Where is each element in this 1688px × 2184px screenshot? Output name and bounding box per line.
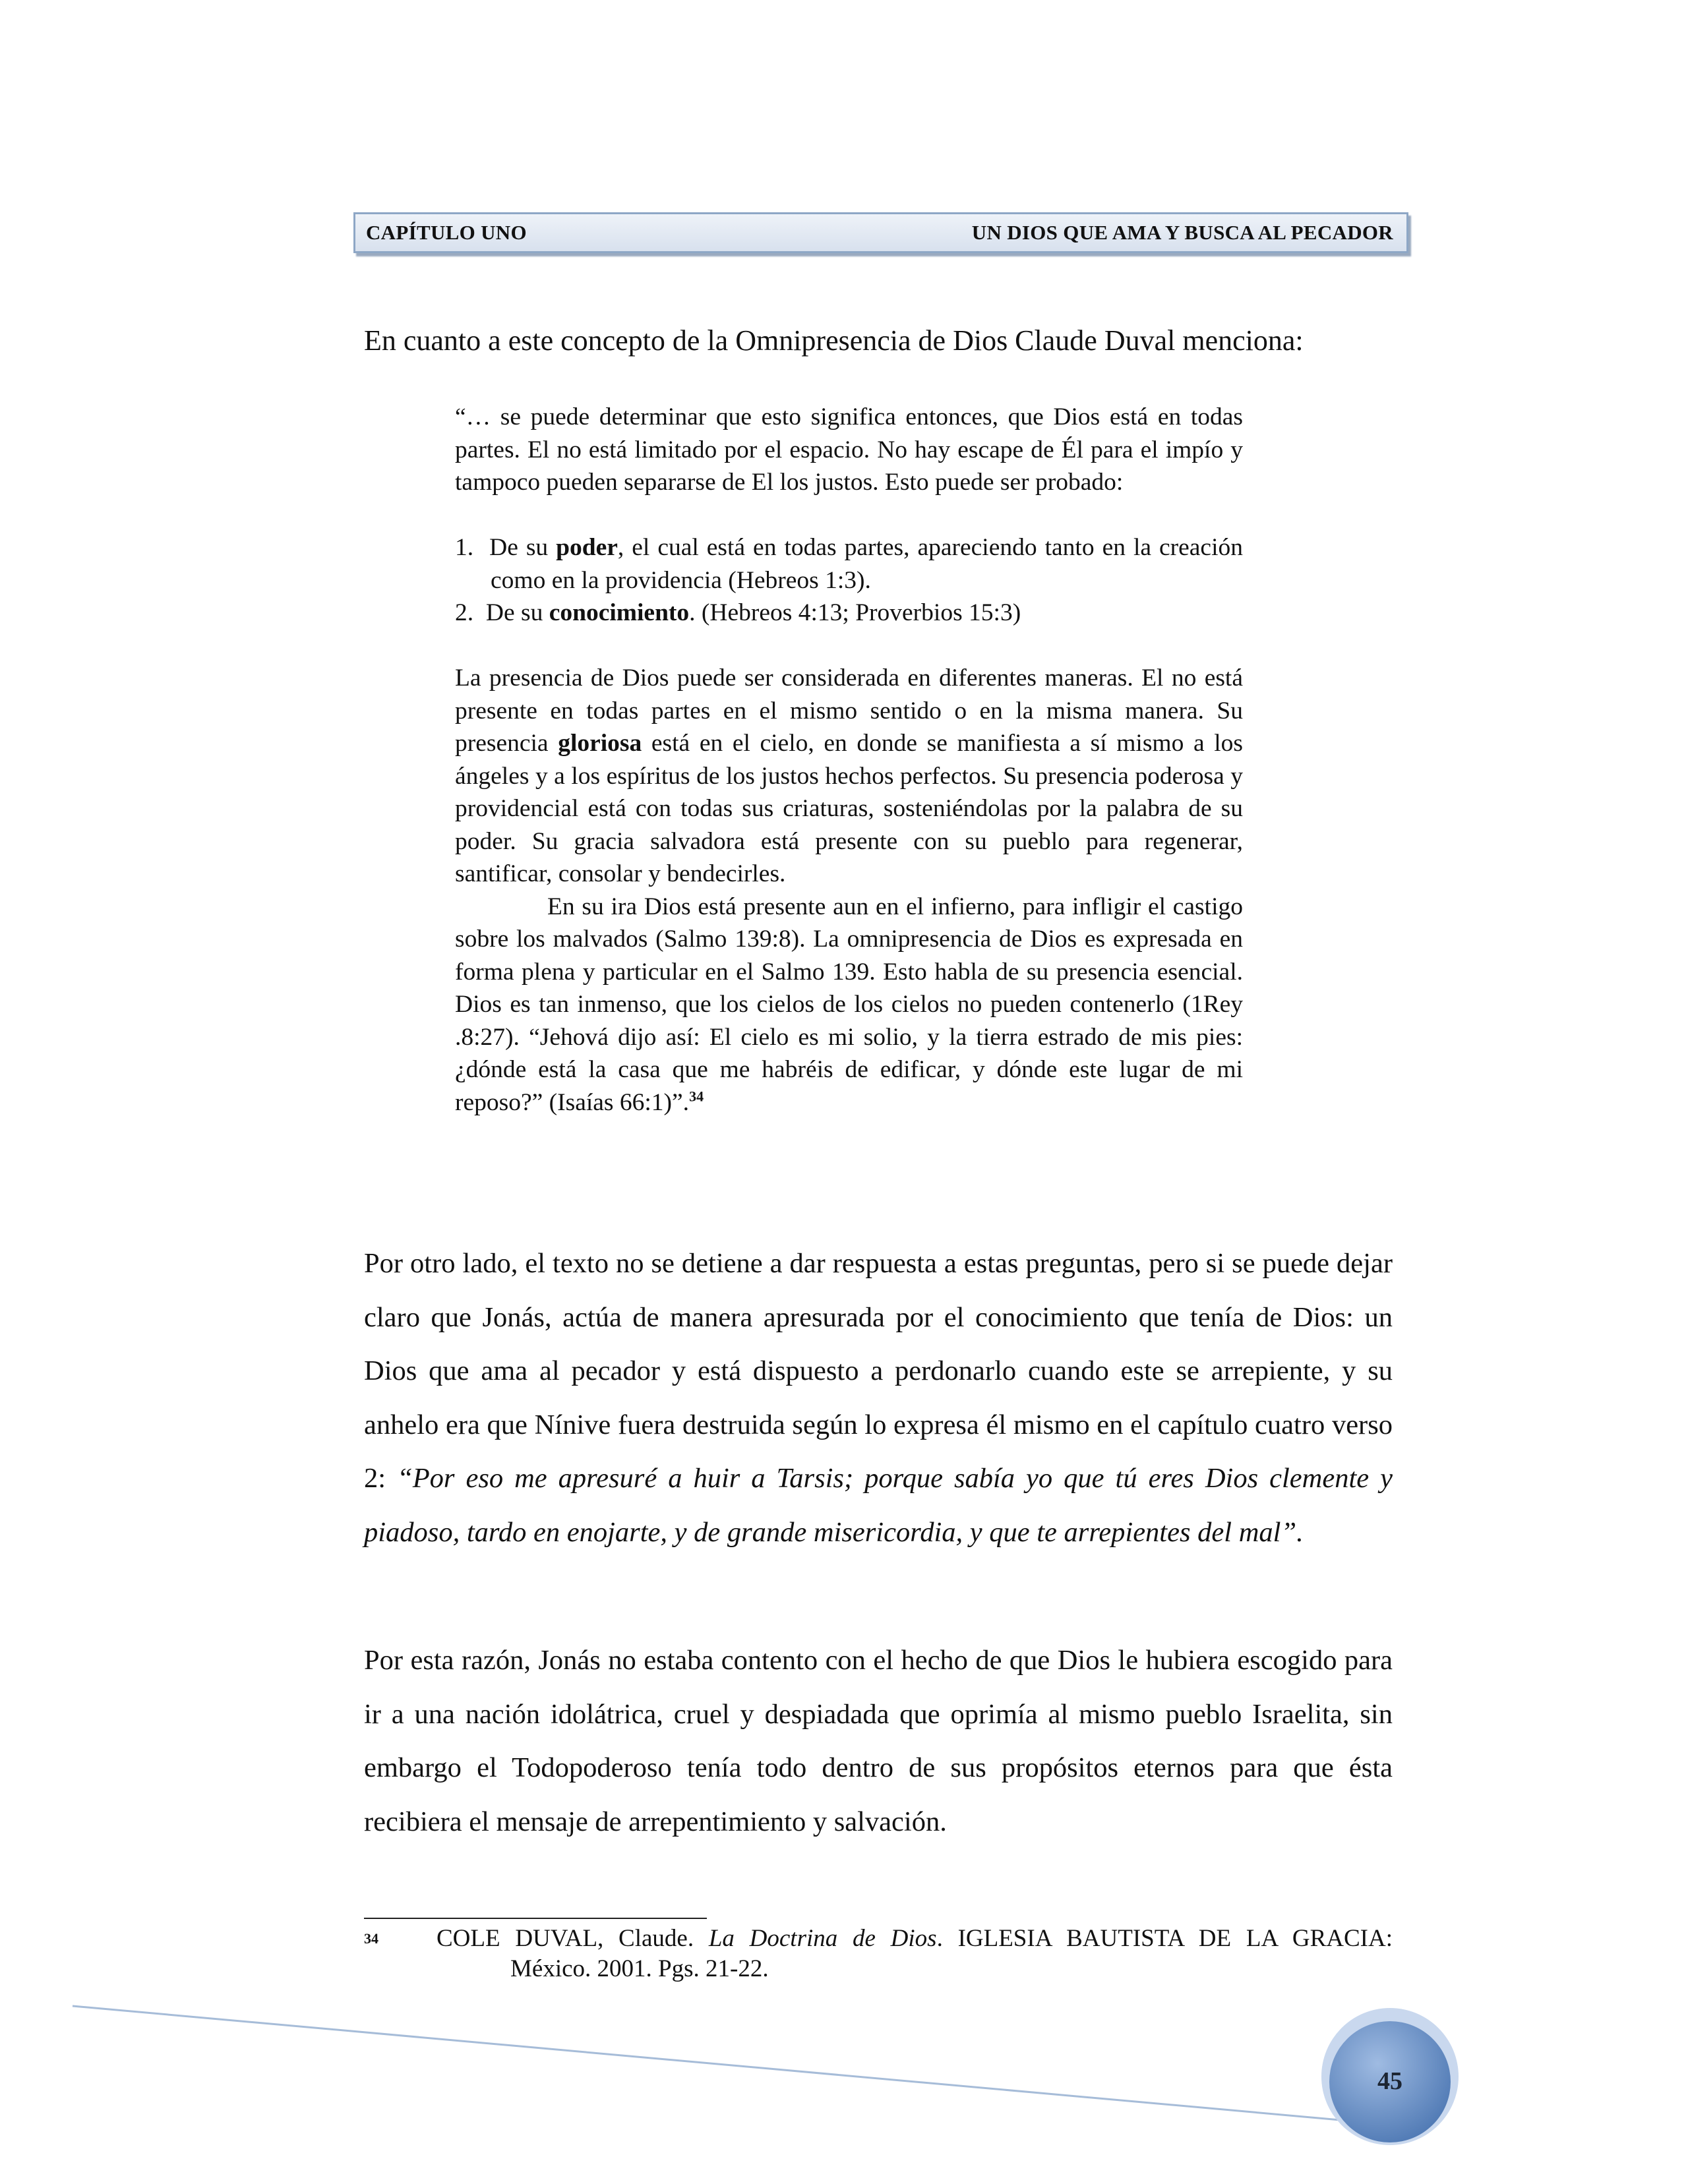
quote-list-item-1: 1. De su poder, el cual está en todas partes, apareciendo tanto en la creación como en la providencia (Hebreos 1:3).: [455, 534, 1243, 594]
quote-paragraph-1: “… se puede determinar que esto significa entonces, que Dios está en todas partes. El no está limitado por el espacio. No hay escape de Él para el impío y tampoco pueden separarse de El los justos. Esto puede ser probado:: [455, 403, 1243, 496]
footnote-number: 34: [364, 1930, 378, 1947]
footnote-citation-line-2: México. 2001. Pgs. 21-22.: [510, 1955, 769, 1982]
bold-term: conocimiento: [549, 599, 690, 626]
quote-list-item-2: 2. De su conocimiento. (Hebreos 4:13; Proverbios 15:3): [455, 599, 1021, 626]
scripture-quote: “Por eso me apresuré a huir a Tarsis; porque sabía yo que tú eres Dios clemente y piadoso, tardo en enojarte, y de grande misericordia, y que te arrepientes del mal”.: [364, 1463, 1393, 1548]
body-paragraph-1: Por otro lado, el texto no se detiene a dar respuesta a estas preguntas, pero si se puede dejar claro que Jonás, actúa de manera apresurada por el conocimiento que tenía de Dios: un Dios que ama al pecador y está dispuesto a perdonarlo cuando este se arrepiente, y su anhelo era que Nínive fuera destruida según lo expresa él mismo en el capítulo cuatro verso 2: “Por eso me apresuré a huir a Tarsis; porque sabía yo que tú eres Dios clemente y piadoso, tardo en enojarte, y de grande misericordia, y que te arrepientes del mal”.: [364, 1248, 1393, 1548]
book-title: La Doctrina de Dios: [708, 1925, 937, 1952]
footer-line: [73, 2006, 1385, 2124]
chapter-label: CAPÍTULO UNO: [366, 221, 527, 244]
quote-paragraph-3: En su ira Dios está presente aun en el infierno, para infligir el castigo sobre los malvados (Salmo 139:8). La omnipresencia de Dios es expresada en forma plena y particular en el Salmo 139. Esto habla de su presencia esencial. Dios es tan inmenso, que los cielos de los cielos no pueden contenerlo (1Rey .8:27). “Jehová dijo así: El cielo es mi solio, y la tierra estrado de mis pies: ¿dónde está la casa que me habréis de edificar, y dónde este lugar de mi reposo?” (Isaías 66:1)”.$^{34}$: [455, 893, 1243, 1116]
page-number: 45: [1377, 2067, 1402, 2095]
list-number: 2.: [455, 599, 474, 626]
bold-term: poder: [556, 534, 618, 561]
quote-paragraph-2: La presencia de Dios puede ser considerada en diferentes maneras. El no está presente en todas partes en el mismo sentido o en la misma manera. Su presencia gloriosa está en el cielo, en donde se manifiesta a sí mismo a los ángeles y a los espíritus de los justos hechos perfectos. Su presencia poderosa y providencial está con todas sus criaturas, sosteniéndolas por la palabra de su poder. Su gracia salvadora está presente con su pueblo para regenerar, santificar, consolar y bendecirles.: [455, 664, 1243, 887]
bold-term: gloriosa: [558, 730, 642, 757]
intro-paragraph: En cuanto a este concepto de la Omnipresencia de Dios Claude Duval menciona:: [364, 324, 1304, 357]
chapter-title: UN DIOS QUE AMA Y BUSCA AL PECADOR: [971, 221, 1393, 244]
footnote-citation: COLE DUVAL, Claude. La Doctrina de Dios. IGLESIA BAUTISTA DE LA GRACIA:: [437, 1925, 1393, 1952]
footnote-reference[interactable]: 34: [689, 1088, 704, 1104]
list-number: 1.: [455, 534, 474, 561]
body-paragraph-2: Por esta razón, Jonás no estaba contento con el hecho de que Dios le hubiera escogido para ir a una nación idolátrica, cruel y despiadada que oprimía al mismo pueblo Israelita, sin embargo el Todopoderoso tenía todo dentro de sus propósitos eternos para que ésta recibiera el mensaje de arrepentimiento y salvación.: [364, 1645, 1393, 1837]
